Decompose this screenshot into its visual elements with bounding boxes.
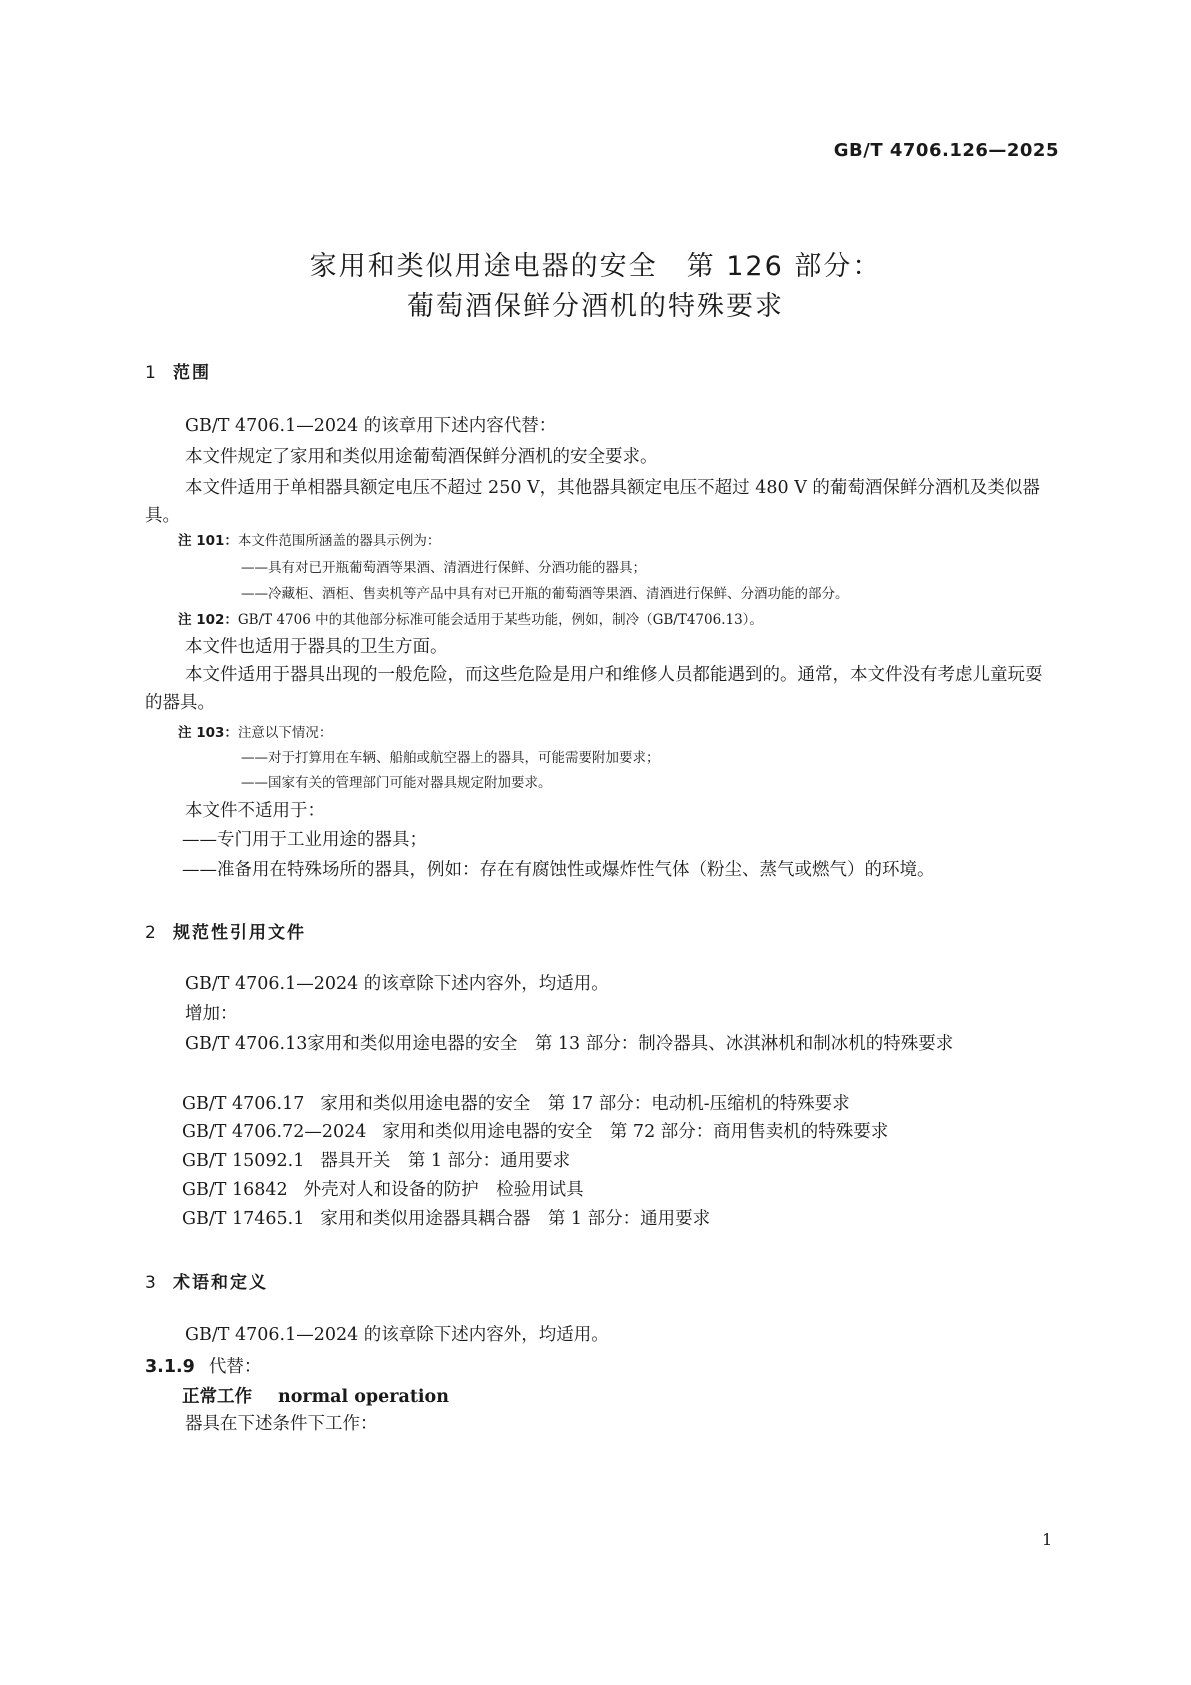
reference-code: GB/T 17465.1 [182,1209,305,1229]
section-title: 术语和定义 [173,1273,268,1293]
reference-title: 器具开关 第 1 部分：通用要求 [320,1151,571,1171]
list-item: ——准备用在特殊场所的器具，例如：存在有腐蚀性或爆炸性气体（粉尘、蒸气或燃气）的环境。 [182,860,935,880]
reference-code: GB/T 16842 [182,1180,288,1200]
paragraph: 本文件规定了家用和类似用途葡萄酒保鲜分酒机的安全要求。 [185,447,658,467]
paragraph: GB/T 4706.1—2024 的该章用下述内容代替： [185,416,557,436]
section-title: 范围 [173,363,211,383]
clause-3-1-9 [145,1353,261,1378]
paragraph: GB/T 4706.1—2024 的该章除下述内容外，均适用。 [185,974,609,994]
document-title-line2: 葡萄酒保鲜分酒机的特殊要求 [407,291,784,322]
reference-code: GB/T 4706.17 [182,1094,305,1114]
section-3-heading [145,1268,268,1293]
note-label: 注 102： [178,612,238,628]
reference-code: GB/T 15092.1 [182,1151,305,1171]
note-text: 本文件范围所涵盖的器具示例为： [237,533,441,549]
reference-item [182,1147,1059,1175]
reference-title: 家用和类似用途电器的安全 第 13 部分：制冷器具、冰淇淋机和制冰机的特殊要求 [307,1034,954,1054]
reference-item [182,1176,1059,1204]
term-entry [182,1383,449,1408]
note-101 [178,530,440,552]
reference-title: 家用和类似用途器具耦合器 第 1 部分：通用要求 [320,1209,711,1229]
note-label: 注 103： [178,725,238,741]
section-number: 2 [145,923,158,943]
section-2-heading [145,918,306,943]
note-label: 注 101： [178,533,238,549]
clause-number: 3.1.9 [145,1357,195,1377]
paragraph: 本文件也适用于器具的卫生方面。 [185,637,448,657]
clause-text: 代替： [208,1357,262,1377]
note-text: GB/T 4706 中的其他部分标准可能会适用于某些功能，例如，制冷（GB/T4706.13）。 [237,612,763,628]
reference-item [145,1030,1059,1058]
section-number: 1 [145,363,158,383]
reference-item [182,1090,1059,1118]
reference-item [182,1118,1059,1146]
reference-title: 家用和类似用途电器的安全 第 72 部分：商用售卖机的特殊要求 [382,1122,889,1142]
term-chinese: 正常工作 [182,1387,252,1407]
note-list-item: ——冷藏柜、酒柜、售卖机等产品中具有对已开瓶的葡萄酒等果酒、清酒进行保鲜、分酒功能的部分。 [241,586,849,602]
paragraph: 本文件适用于器具出现的一般危险，而这些危险是用户和维修人员都能遇到的。通常，本文件没有考虑儿童玩耍的器具。 [145,665,1043,713]
reference-title: 家用和类似用途电器的安全 第 17 部分：电动机-压缩机的特殊要求 [320,1094,850,1114]
reference-title: 外壳对人和设备的防护 检验用试具 [303,1180,584,1200]
section-1-heading [145,358,211,383]
note-list-item: ——对于打算用在车辆、船舶或航空器上的器具，可能需要附加要求； [241,750,660,766]
reference-item [182,1205,1059,1233]
paragraph: 增加： [185,1004,238,1024]
list-item: ——专门用于工业用途的器具； [182,830,427,850]
note-103 [178,722,332,744]
paragraph: 本文件适用于单相器具额定电压不超过 250 V，其他器具额定电压不超过 480 V 的葡萄酒保鲜分酒机及类似器具。 [145,478,1040,526]
reference-code: GB/T 4706.72—2024 [182,1122,367,1142]
note-102 [178,609,763,631]
paragraph: GB/T 4706.1—2024 的该章除下述内容外，均适用。 [185,1325,609,1345]
document-title-line1: 家用和类似用途电器的安全 第 126 部分： [309,251,882,282]
reference-code: GB/T 4706.13 [185,1034,308,1054]
page-number: 1 [1042,1530,1053,1549]
definition: 器具在下述条件下工作： [185,1414,378,1434]
note-text: 注意以下情况： [237,725,333,741]
paragraph: 本文件不适用于： [185,801,325,821]
section-number: 3 [145,1273,158,1293]
section-title: 规范性引用文件 [173,923,306,943]
standard-number: GB/T 4706.126—2025 [833,140,1059,161]
term-english: normal operation [278,1387,449,1407]
note-list-item: ——国家有关的管理部门可能对器具规定附加要求。 [241,775,552,791]
note-list-item: ——具有对已开瓶葡萄酒等果酒、清酒进行保鲜、分酒功能的器具； [241,560,646,576]
